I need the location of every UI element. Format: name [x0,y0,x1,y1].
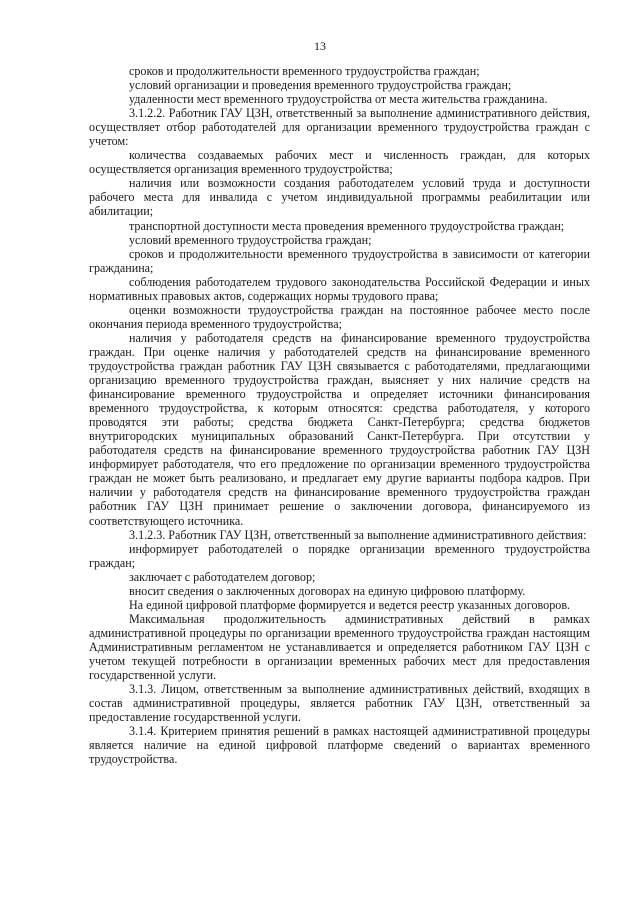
paragraph-criterion-transport: транспортной доступности места проведения временного трудоустройства граждан; [129,218,565,233]
paragraph-3-1-4: 3.1.4. Критерием принятия решений в рамках настоящей административной процедуры является наличие на единой цифровой платформе сведений о вариантах временного трудоустройства. [89,724,590,767]
document-body [89,64,590,766]
paragraph-action-register: вносит сведения о заключенных договорах на единую цифровою платформу. [129,583,526,598]
paragraph-criterion-workplaces: количества создаваемых рабочих мест и численность граждан, для которых осуществляется организация временного трудоустройства; [89,148,590,177]
paragraph-3-1-3: 3.1.3. Лицом, ответственным за выполнение административных действий, входящих в состав административной процедуры, является работник ГАУ ЦЗН, ответственный за предоставление государственной услуги. [89,682,590,725]
paragraph-criterion-permanent: оценки возможности трудоустройства граждан на постоянное рабочее место после окончания периода временного трудоустройства; [89,302,590,331]
paragraph-action-inform: информирует работодателей о порядке организации временного трудоустройства граждан; [89,541,590,570]
paragraph-criterion-duration: сроков и продолжительности временного трудоустройства в зависимости от категории гражданина; [89,246,590,275]
paragraph-item-2: условий организации и проведения временного трудоустройства граждан; [129,78,512,93]
paragraph-action-contract: заключает с работодателем договор; [129,569,316,584]
paragraph-criterion-conditions: условий временного трудоустройства граждан; [129,232,372,247]
paragraph-max-duration: Максимальная продолжительность административных действий в рамках административной процедуры по организации временного трудоустройства граждан настоящим Административным регламентом не устанавливается и определяется работником ГАУ ЦЗН с учетом текущей потребности в организации временных рабочих мест для предоставления государственной услуги. [89,611,590,683]
page-number: 13 [314,39,326,53]
paragraph-3-1-2-2: 3.1.2.2. Работник ГАУ ЦЗН, ответственный за выполнение административного действия, осуществляет отбор работодателей для организации временного трудоустройства граждан с учетом: [89,106,590,149]
paragraph-criterion-labor-law: соблюдения работодателем трудового законодательства Российской Федерации и иных нормативных правовых актов, содержащих нормы трудового права; [89,274,590,303]
paragraph-3-1-2-3: 3.1.2.3. Работник ГАУ ЦЗН, ответственный за выполнение административного действия: [129,527,587,542]
paragraph-item-3: удаленности мест временного трудоустройства от места жительства гражданина. [129,92,548,107]
paragraph-registry: На единой цифровой платформе формируется и ведется реестр указанных договоров. [129,597,571,612]
paragraph-criterion-disability: наличия или возможности создания работодателем условий труда и доступности рабочего места для инвалида с учетом индивидуальной программы реабилитации или абилитации; [89,176,590,219]
paragraph-item-1: сроков и продолжительности временного трудоустройства граждан; [129,64,480,78]
paragraph-criterion-financing: наличия у работодателя средств на финансирование временного трудоустройства граждан. При оценке наличия у работодателей средств на финансирование временного трудоустройства граждан работник ГАУ ЦЗН связывается с работодателями, предлагающими организацию временного трудоустройства граждан, выясняет у них наличие средств на финансирование временного трудоустройства и определяет источники финансирования временного трудоустройства, к которым относятся: средства работодателя, у которого проводятся эти работы; средства бюджета Санкт-Петербурга; средства бюджетов внутригородских муниципальных образований Санкт-Петербурга. При отсутствии у работодателя средств на финансирование временного трудоустройства работник ГАУ ЦЗН информирует работодателя, что его предложение по организации временного трудоустройства граждан не может быть реализовано, и предлагает ему другие варианты подбора кадров. При наличии у работодателя средств на финансирование временного трудоустройства граждан работник ГАУ ЦЗН принимает решение о заключении договора, финансируемого из соответствующего источника. [89,330,590,528]
